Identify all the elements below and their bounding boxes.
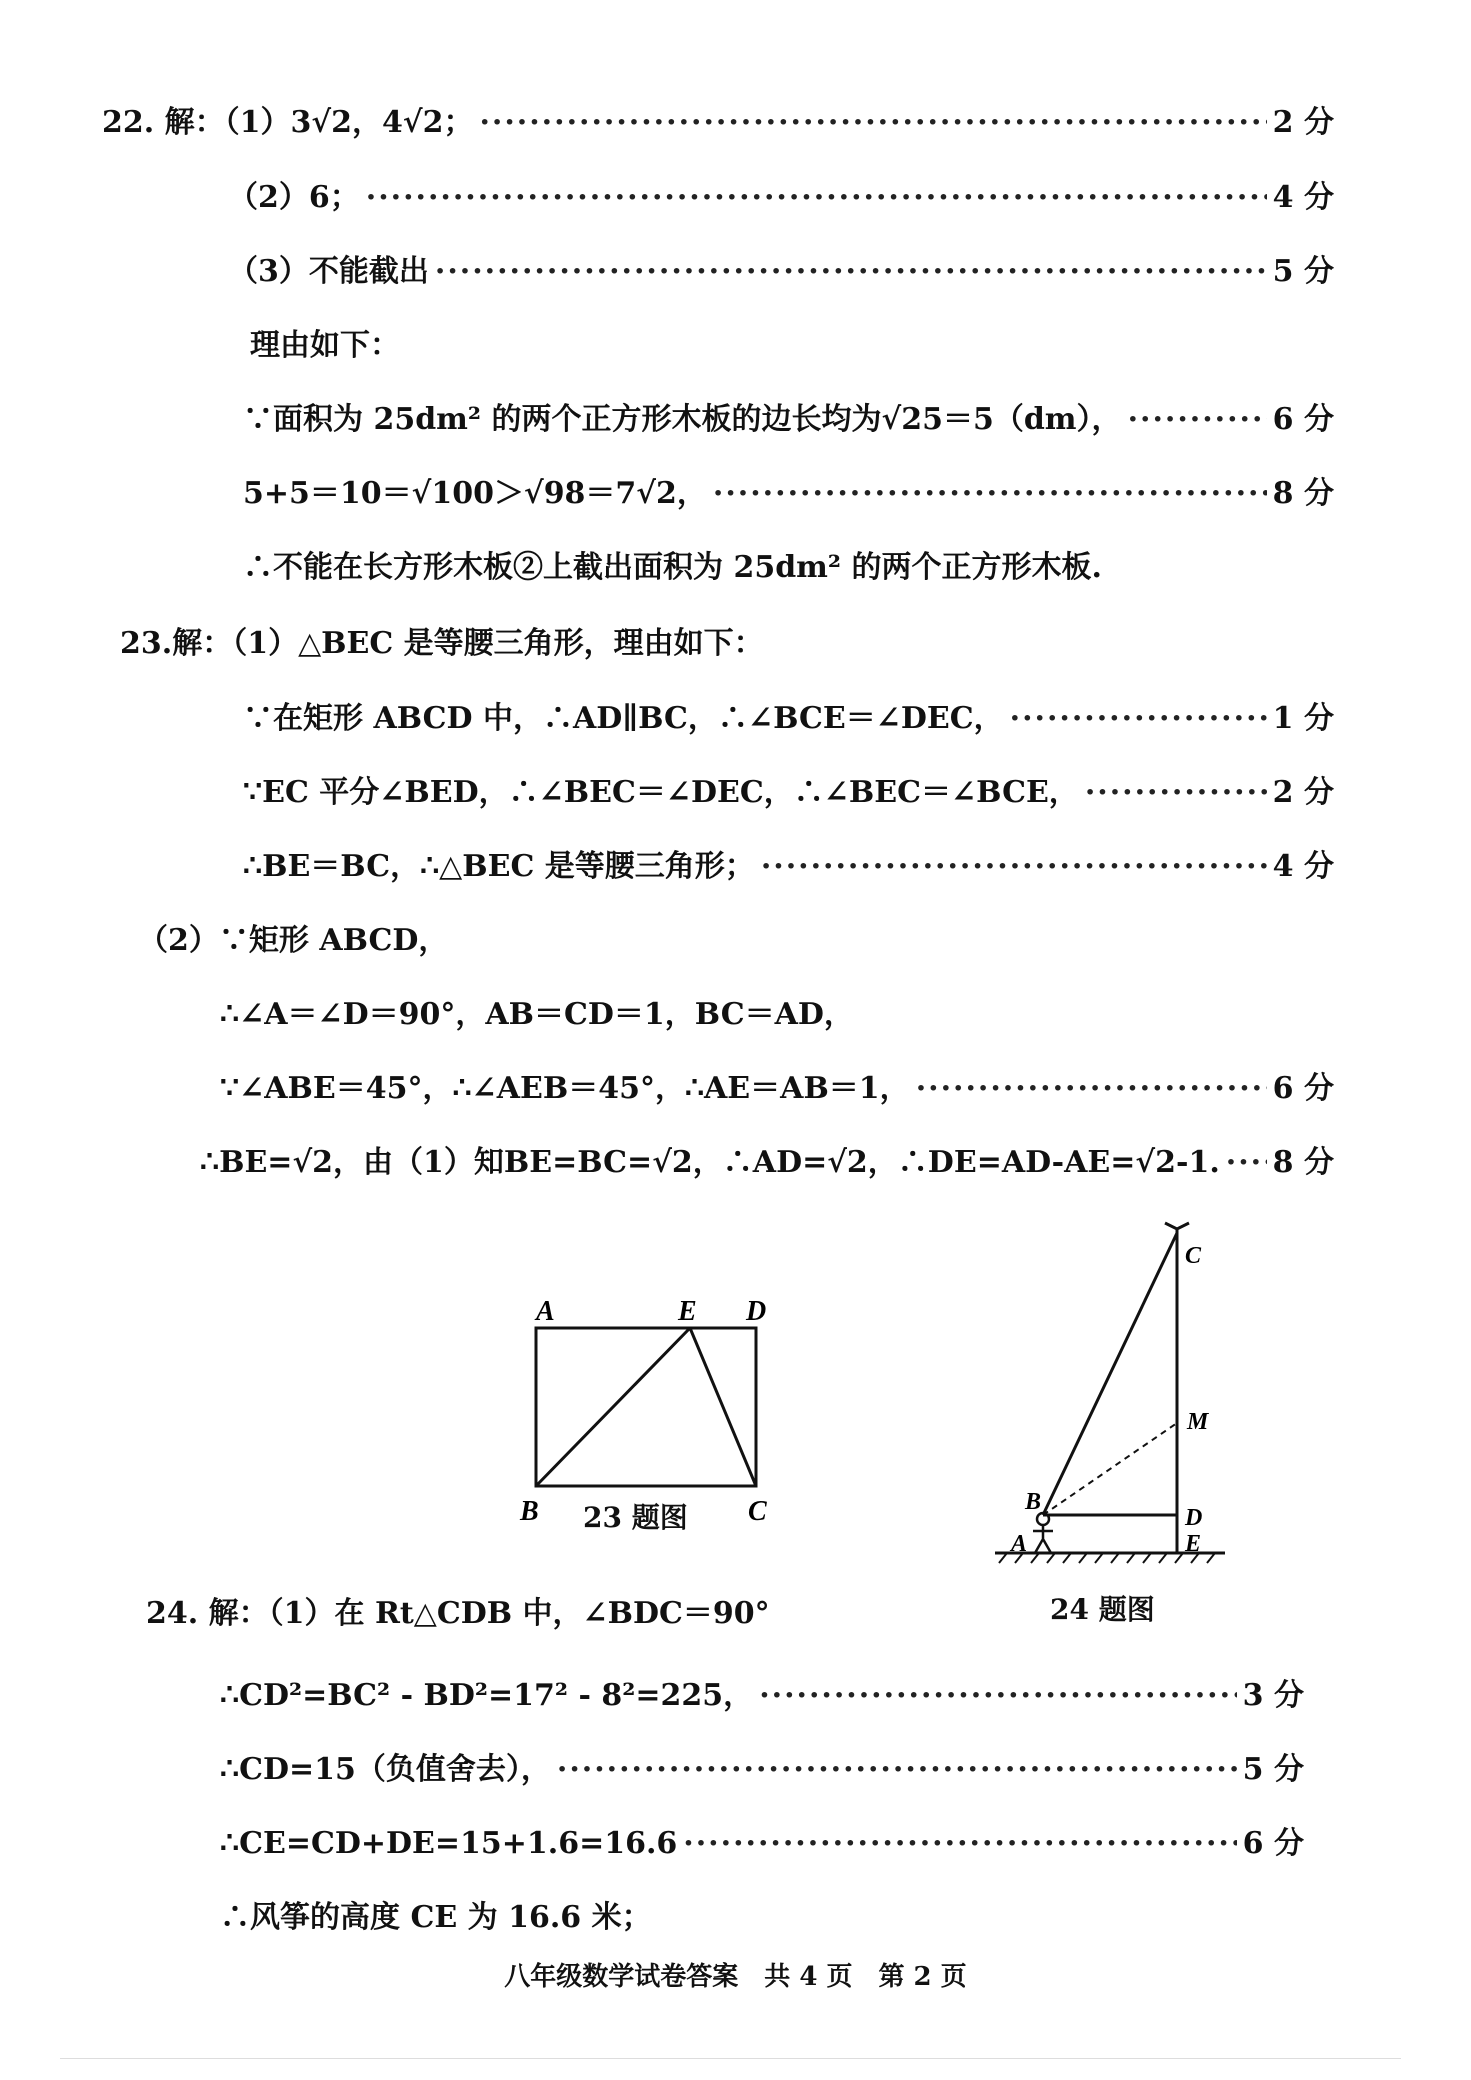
q22-line-3-score: 5 分 (1272, 254, 1334, 289)
q23-line-2-text: ∵在矩形 ABCD 中，∴AD∥BC，∴∠BCE＝∠DEC， (243, 701, 1004, 736)
q23-line-8-score: 8 分 (1272, 1145, 1334, 1180)
q24-line-2 (220, 1676, 1304, 1716)
q22-line-5 (243, 400, 1334, 440)
q24-line-3 (220, 1750, 1304, 1790)
q22-line-3-text: （3）不能截出 (228, 254, 429, 289)
q24-line-1: 24. 解：（1）在 Rt△CDB 中，∠BDC＝90° (146, 1596, 770, 1631)
figure-24 (985, 1205, 1245, 1585)
q22-line-2-score: 4 分 (1272, 180, 1334, 215)
leader-dots (1010, 699, 1267, 739)
leader-dots (683, 1824, 1236, 1864)
q23-line-4-score: 4 分 (1272, 849, 1334, 884)
q22-line-6-text: 5+5＝10＝√100＞√98＝7√2， (243, 476, 707, 511)
leader-dots (713, 474, 1267, 514)
q22-line-6 (243, 474, 1334, 514)
q22-line-5-text: ∵面积为 25dm² 的两个正方形木板的边长均为√25＝5（dm）， (243, 402, 1122, 437)
label-a: A (536, 1296, 555, 1327)
person-body-icon (1033, 1525, 1053, 1553)
q23-line-8 (200, 1143, 1334, 1183)
leader-dots (916, 1069, 1267, 1109)
leader-dots (1128, 400, 1267, 440)
page-footer: 八年级数学试卷答案 共 4 页 第 2 页 (504, 1962, 967, 1992)
label-m: M (1187, 1409, 1209, 1435)
segment-be (536, 1328, 690, 1486)
q23-line-3 (243, 773, 1334, 813)
q23-line-7-score: 6 分 (1272, 1071, 1334, 1106)
q24-line-4 (220, 1824, 1304, 1864)
q22-line-7: ∴不能在长方形木板②上截出面积为 25dm² 的两个正方形木板. (243, 550, 1102, 585)
label-d: D (746, 1296, 767, 1327)
label-b: B (520, 1496, 539, 1527)
q23-line-3-text: ∵EC 平分∠BED，∴∠BEC＝∠DEC，∴∠BEC＝∠BCE， (243, 775, 1079, 810)
label-d: D (1185, 1505, 1203, 1531)
q24-line-3-text: ∴CD=15（负值舍去）， (220, 1752, 551, 1787)
q23-line-5: （2）∵矩形 ABCD， (138, 923, 449, 958)
leader-dots (479, 103, 1266, 143)
q24-line-3-score: 5 分 (1242, 1752, 1304, 1787)
label-c: C (1185, 1243, 1202, 1269)
q22-line-1-text: 22. 解：（1）3√2，4√2； (102, 105, 474, 140)
leader-dots (1085, 773, 1267, 813)
q24-line-5: ∴风筝的高度 CE 为 16.6 米； (220, 1900, 652, 1935)
label-b: B (1025, 1489, 1042, 1515)
q23-line-2-score: 1 分 (1272, 701, 1334, 736)
q24-line-4-text: ∴CE=CD+DE=15+1.6=16.6 (220, 1826, 678, 1861)
q22-line-3 (228, 252, 1334, 292)
q23-line-3-score: 2 分 (1272, 775, 1334, 810)
segment-bm-dashed (1043, 1423, 1177, 1515)
leader-dots (366, 178, 1267, 218)
q23-line-6: ∴∠A＝∠D＝90°，AB＝CD＝1，BC＝AD， (220, 997, 854, 1032)
q22-line-2-text: （2）6； (228, 180, 360, 215)
leader-dots (1226, 1143, 1267, 1183)
label-e: E (1185, 1531, 1202, 1557)
figure-23-caption: 23 题图 (583, 1501, 688, 1534)
segment-ec (690, 1328, 756, 1486)
leader-dots (435, 252, 1267, 292)
q23-line-8-text: ∴BE=√2，由（1）知BE=BC=√2，∴AD=√2，∴DE=AD-AE=√2-1. (200, 1145, 1220, 1180)
q22-line-5-score: 6 分 (1272, 402, 1334, 437)
q22-line-1 (102, 103, 1334, 143)
leader-dots (761, 847, 1267, 887)
q23-line-7 (220, 1069, 1334, 1109)
bottom-rule (60, 2058, 1401, 2059)
label-a: A (1011, 1531, 1028, 1557)
q24-line-2-score: 3 分 (1242, 1678, 1304, 1713)
q24-line-4-score: 6 分 (1242, 1826, 1304, 1861)
q23-line-4-text: ∴BE＝BC，∴△BEC 是等腰三角形； (243, 849, 755, 884)
leader-dots (557, 1750, 1237, 1790)
q24-line-2-text: ∴CD²=BC² - BD²=17² - 8²=225， (220, 1678, 754, 1713)
q23-line-4 (243, 847, 1334, 887)
q22-line-6-score: 8 分 (1272, 476, 1334, 511)
leader-dots (759, 1676, 1236, 1716)
segment-bc (1043, 1233, 1177, 1515)
label-e: E (678, 1296, 697, 1327)
q22-line-2 (228, 178, 1334, 218)
q22-line-1-score: 2 分 (1272, 105, 1334, 140)
q23-line-7-text: ∵∠ABE＝45°，∴∠AEB＝45°，∴AE＝AB＝1， (220, 1071, 910, 1106)
q22-line-4: 理由如下： (250, 328, 400, 363)
q23-line-1: 23.解：（1）△BEC 是等腰三角形，理由如下： (120, 626, 764, 661)
label-c: C (748, 1496, 767, 1527)
q23-line-2 (243, 699, 1334, 739)
figure-24-caption: 24 题图 (1050, 1593, 1155, 1626)
